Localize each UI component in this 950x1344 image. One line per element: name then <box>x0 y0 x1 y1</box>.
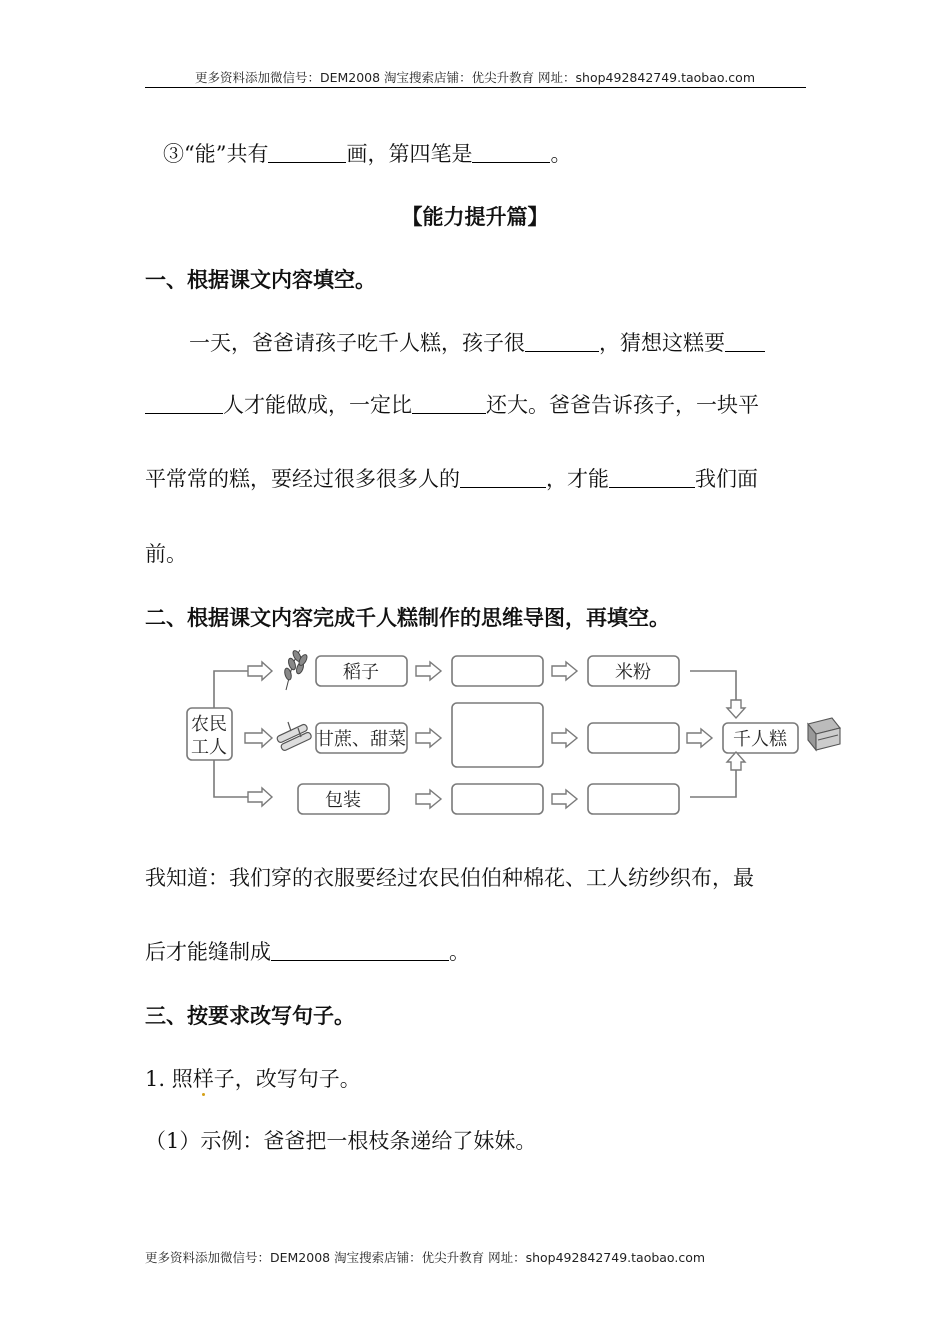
part1-line4: 前。 <box>145 542 187 566</box>
blank-box-middle-large[interactable] <box>452 703 543 767</box>
section-title: 【能力提升篇】 <box>401 205 549 229</box>
blank-box-top[interactable] <box>452 656 543 686</box>
bottom-to-result-line <box>690 765 736 797</box>
rice-flour-label: 米粉 <box>615 662 651 683</box>
emphasis-char: 样 <box>192 1067 214 1091</box>
cake-icon <box>808 718 840 750</box>
page-header: 更多资料添加微信号：DEM2008 淘宝搜索店铺：优尖升教育 网址：shop492842749.taobao.com <box>194 70 756 85</box>
text: 后才能缝制成 <box>145 940 271 964</box>
arrow-right-icon <box>552 790 577 808</box>
arrow-right-icon <box>416 662 441 680</box>
text: 还大。爸爸告诉孩子，一块平 <box>486 393 759 417</box>
arrow-right-icon <box>552 662 577 680</box>
part2-title: 二、根据课文内容完成千人糕制作的思维导图，再填空。 <box>145 606 670 630</box>
blank-clothes[interactable] <box>271 938 449 961</box>
sugar-label: 甘蔗、甜菜 <box>316 729 406 750</box>
text: 1. 照 <box>145 1067 193 1091</box>
part3-item1 <box>145 1063 361 1093</box>
text: ，才能 <box>546 467 609 491</box>
arrow-right-icon <box>245 729 272 747</box>
text: 一天，爸爸请孩子吃千人糕，孩子很 <box>189 331 525 355</box>
arrow-right-icon <box>248 788 272 806</box>
arrow-right-icon <box>687 729 712 747</box>
blank-box-bottom-1[interactable] <box>452 784 543 814</box>
arrow-right-icon <box>416 729 441 747</box>
rice-label: 稻子 <box>343 662 379 683</box>
sugarcane-icon <box>276 722 312 751</box>
blank-box-bottom-2[interactable] <box>588 784 679 814</box>
text: 。 <box>449 940 470 964</box>
part3-title: 三、按要求改写句子。 <box>145 1004 355 1028</box>
part3-example: （1）示例：爸爸把一根枝条递给了妹妹。 <box>145 1129 537 1153</box>
arrow-up-icon <box>727 752 745 770</box>
blank-box-middle[interactable] <box>588 723 679 753</box>
arrow-right-icon <box>552 729 577 747</box>
top-to-result-line <box>690 671 736 703</box>
text: 平常常的糕，要经过很多很多人的 <box>145 467 460 491</box>
text: 子，改写句子。 <box>213 1067 361 1091</box>
part2-note-line2 <box>145 936 470 966</box>
arrow-right-icon <box>248 662 272 680</box>
q3-suffix: 。 <box>550 142 572 166</box>
text: 人才能做成，一定比 <box>223 393 412 417</box>
q3-mid: 画，第四笔是 <box>346 142 473 166</box>
part2-note-line1: 我知道：我们穿的衣服要经过农民伯伯种棉花、工人纺纱织布，最 <box>145 866 754 890</box>
arrow-down-icon <box>727 700 745 718</box>
package-label: 包装 <box>325 790 361 811</box>
text: ，猜想这糕要 <box>599 331 725 355</box>
start-label-2: 工人 <box>191 737 227 758</box>
text: 我们面 <box>695 467 758 491</box>
result-label: 千人糕 <box>733 729 787 750</box>
start-label-1: 农民 <box>191 714 227 735</box>
rice-icon <box>284 649 309 690</box>
arrow-right-icon <box>416 790 441 808</box>
q3-prefix: ③“能”共有 <box>163 142 269 166</box>
part1-title: 一、根据课文内容填空。 <box>145 268 376 292</box>
page-footer: 更多资料添加微信号：DEM2008 淘宝搜索店铺：优尖升教育 网址：shop492842749.taobao.com <box>145 1250 706 1265</box>
